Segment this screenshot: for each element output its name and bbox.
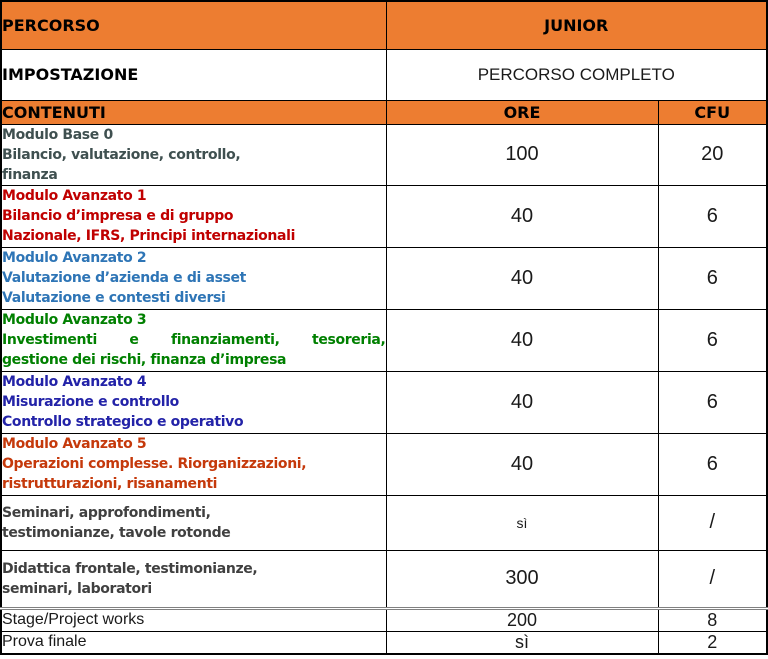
module-line: Misurazione e controllo <box>2 394 179 410</box>
cell-content <box>1 185 386 247</box>
row-label: Seminari, approfondimenti, <box>2 504 211 521</box>
column-header-cfu: CFU <box>658 100 767 124</box>
cell-content <box>1 124 386 185</box>
impostazione-value: PERCORSO COMPLETO <box>386 49 767 100</box>
module-title: Modulo Avanzato 2 <box>2 250 147 266</box>
cell-cfu: 8 <box>658 608 767 631</box>
cell-content <box>1 433 386 495</box>
table-row-modulo-avanzato-3 <box>1 309 767 371</box>
module-line: Bilancio, valutazione, controllo, <box>2 146 241 163</box>
module-title: Modulo Base 0 <box>2 126 113 143</box>
header-cell-junior: JUNIOR <box>386 1 767 49</box>
row-label: testimonianze, tavole rotonde <box>2 524 231 541</box>
table-row-modulo-base-0 <box>1 124 767 185</box>
cell-ore: 200 <box>386 608 658 631</box>
cell-ore: sì <box>386 631 658 654</box>
module-line: Bilancio d’impresa e di gruppo <box>2 208 234 224</box>
table-row-prova-finale <box>1 631 767 654</box>
module-line: Controllo strategico e operativo <box>2 414 244 430</box>
module-title: Modulo Avanzato 1 <box>2 188 147 204</box>
table-row-didattica <box>1 550 767 608</box>
table-row-modulo-avanzato-2 <box>1 247 767 309</box>
module-line: finanza <box>2 166 58 183</box>
module-line: ristrutturazioni, risanamenti <box>2 476 218 492</box>
column-header-contenuti: CONTENUTI <box>1 100 386 124</box>
header-cell-percorso: PERCORSO <box>1 1 386 49</box>
cell-content <box>1 371 386 433</box>
table-row-stage-project-works <box>1 608 767 631</box>
cell-cfu: / <box>658 550 767 608</box>
module-line: Nazionale, IFRS, Principi internazionali <box>2 228 296 244</box>
cell-content <box>1 309 386 371</box>
table-row-columns <box>1 100 767 124</box>
module-line: Investimenti e finanziamenti, tesoreria, <box>2 332 386 348</box>
table-row-header-percorso <box>1 1 767 49</box>
cell-cfu: / <box>658 495 767 550</box>
table-row-modulo-avanzato-5 <box>1 433 767 495</box>
module-line: Operazioni complesse. Riorganizzazioni, <box>2 456 307 472</box>
row-label: Prova finale <box>2 633 87 650</box>
module-title: Modulo Avanzato 3 <box>2 312 147 328</box>
module-title: Modulo Avanzato 5 <box>2 436 147 452</box>
cell-content <box>1 550 386 608</box>
cell-ore: 40 <box>386 185 658 247</box>
cell-cfu: 6 <box>658 185 767 247</box>
cell-content <box>1 608 386 631</box>
cell-cfu: 20 <box>658 124 767 185</box>
impostazione-label: IMPOSTAZIONE <box>1 49 386 100</box>
cell-ore: 40 <box>386 371 658 433</box>
row-label: seminari, laboratori <box>2 580 152 597</box>
module-line: gestione dei rischi, finanza d’impresa <box>2 352 287 368</box>
module-line: Valutazione d’azienda e di asset <box>2 270 247 286</box>
cell-cfu: 6 <box>658 371 767 433</box>
cell-cfu: 2 <box>658 631 767 654</box>
table-row-seminari <box>1 495 767 550</box>
cell-content <box>1 631 386 654</box>
column-header-ore: ORE <box>386 100 658 124</box>
row-label: Stage/Project works <box>2 611 145 628</box>
cell-ore: 40 <box>386 433 658 495</box>
row-label: Didattica frontale, testimonianze, <box>2 560 258 577</box>
cell-ore: 300 <box>386 550 658 608</box>
table-row-impostazione <box>1 49 767 100</box>
cell-content <box>1 247 386 309</box>
module-title: Modulo Avanzato 4 <box>2 374 147 390</box>
cell-cfu: 6 <box>658 247 767 309</box>
module-line: Valutazione e contesti diversi <box>2 290 226 306</box>
cell-cfu: 6 <box>658 433 767 495</box>
cell-content <box>1 495 386 550</box>
cell-ore: 40 <box>386 309 658 371</box>
cell-ore: sì <box>386 495 658 550</box>
cell-ore: 100 <box>386 124 658 185</box>
table-row-modulo-avanzato-4 <box>1 371 767 433</box>
cell-cfu: 6 <box>658 309 767 371</box>
cell-ore: 40 <box>386 247 658 309</box>
table-row-modulo-avanzato-1 <box>1 185 767 247</box>
